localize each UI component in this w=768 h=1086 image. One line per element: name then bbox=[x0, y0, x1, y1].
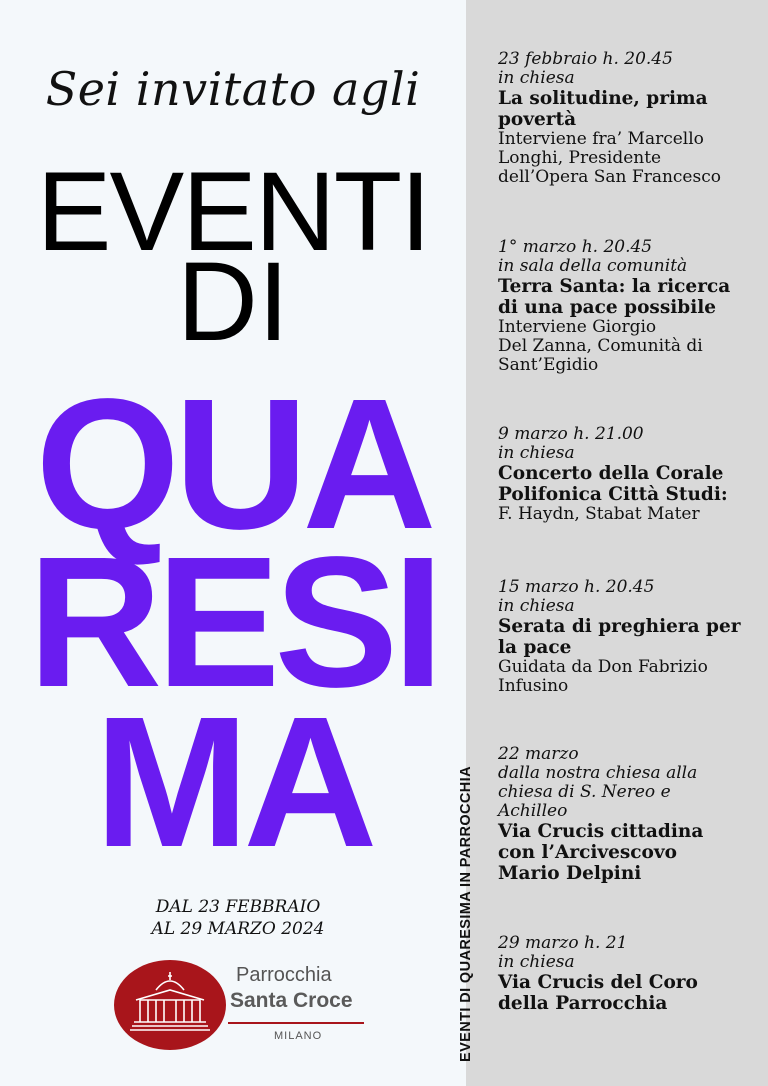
event-location: in chiesa bbox=[498, 68, 575, 88]
event-date: 9 marzo h. 21.00 bbox=[498, 424, 644, 444]
event-title: Serata di preghiera per la pace bbox=[498, 616, 741, 658]
event-date: 15 marzo h. 20.45 bbox=[498, 577, 655, 597]
date-range bbox=[0, 896, 476, 940]
headline-ma: MA bbox=[94, 679, 372, 886]
event-title: Terra Santa: la ricerca di una pace possibile bbox=[498, 276, 731, 318]
headline-eventi: EVENTI bbox=[36, 149, 430, 274]
vertical-label: EVENTI DI QUARESIMA IN PARROCCHIA bbox=[458, 766, 474, 1062]
headline-di: DI bbox=[177, 239, 289, 364]
event-location: in sala della comunità bbox=[498, 256, 688, 276]
event-date: 23 febbraio h. 20.45 bbox=[498, 49, 673, 69]
headline-resi: RESI bbox=[27, 519, 439, 726]
event-title: Via Crucis cittadina con l’Arcivescovo Mario Delpini bbox=[498, 821, 704, 884]
event-description: F. Haydn, Stabat Mater bbox=[498, 504, 700, 524]
logo-parrocchia: Parrocchia bbox=[236, 964, 332, 986]
event-item bbox=[498, 578, 760, 696]
parish-logo bbox=[110, 958, 370, 1054]
event-date: 1° marzo h. 20.45 bbox=[498, 237, 653, 257]
invite-text: Sei invitato agli bbox=[45, 62, 421, 116]
event-location: in chiesa bbox=[498, 952, 575, 972]
headline-qua: QUA bbox=[35, 361, 431, 568]
date-range-end: AL 29 MARZO 2024 bbox=[151, 919, 325, 939]
event-location: in chiesa bbox=[498, 596, 575, 616]
logo-santa-croce: Santa Croce bbox=[230, 989, 353, 1012]
event-title: Via Crucis del Coro della Parrocchia bbox=[498, 972, 698, 1014]
event-location: dalla nostra chiesa alla chiesa di S. Nereo e Achilleo bbox=[498, 763, 698, 821]
event-title: Concerto della Corale Polifonica Città Studi: bbox=[498, 463, 728, 505]
event-title: La solitudine, prima povertà bbox=[498, 88, 708, 130]
event-item bbox=[498, 238, 760, 375]
event-location: in chiesa bbox=[498, 443, 575, 463]
church-logo-icon bbox=[114, 960, 226, 1050]
event-description: Interviene Giorgio Del Zanna, Comunità di Sant’Egidio bbox=[498, 317, 703, 375]
event-item bbox=[498, 934, 760, 1014]
event-date: 29 marzo h. 21 bbox=[498, 933, 628, 953]
event-date: 22 marzo bbox=[498, 744, 579, 764]
event-item bbox=[498, 745, 760, 884]
date-range-start: DAL 23 FEBBRAIO bbox=[155, 897, 321, 917]
logo-divider bbox=[228, 1022, 364, 1024]
event-description: Interviene fra’ Marcello Longhi, Presidente dell’Opera San Francesco bbox=[498, 129, 721, 187]
logo-milano: MILANO bbox=[274, 1030, 323, 1042]
event-item bbox=[498, 50, 760, 187]
event-item bbox=[498, 425, 760, 524]
event-description: Guidata da Don Fabrizio Infusino bbox=[498, 657, 708, 696]
